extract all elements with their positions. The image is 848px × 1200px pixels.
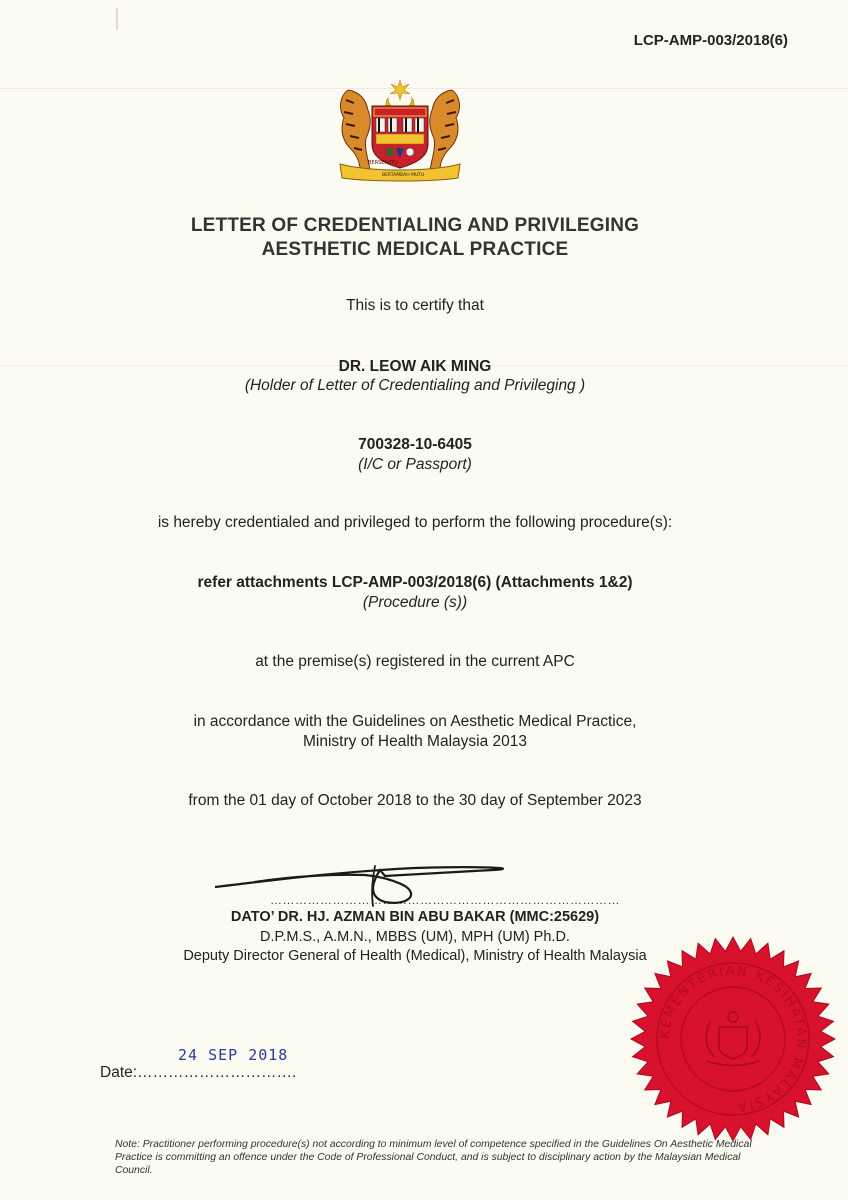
certify-intro: This is to certify that — [346, 297, 484, 314]
id-number: 700328-10-6405 — [358, 436, 472, 453]
svg-text:BERTAMBAH MUTU: BERTAMBAH MUTU — [382, 173, 425, 178]
procedure-caption: (Procedure (s)) — [362, 594, 468, 611]
holder-name: DR. LEOW AIK MING — [338, 358, 492, 375]
id-caption: (I/C or Passport) — [358, 456, 472, 473]
malaysia-coat-of-arms-icon — [330, 78, 470, 182]
date-label: Date:…………………………. — [100, 1064, 297, 1081]
signatory-name: DATO’ DR. HJ. AZMAN BIN ABU BAKAR (MMC:25629) — [230, 909, 600, 925]
guideline-line1: in accordance with the Guidelines on Aesthetic Medical Practice, — [193, 713, 637, 730]
official-red-seal-icon — [628, 934, 838, 1144]
holder-caption: (Holder of Letter of Credentialing and Privileging ) — [244, 377, 586, 394]
signature-line: ………………………………………………………………………… — [270, 893, 620, 907]
date-stamp: 24 SEP 2018 — [178, 1046, 289, 1064]
svg-text:KEMENTERIAN KESIHATAN MALAYSIA: KEMENTERIAN KESIHATAN MALAYSIA — [657, 963, 809, 1115]
premise-statement: at the premise(s) registered in the current APC — [255, 653, 575, 670]
svg-text:BERSEKUTU: BERSEKUTU — [368, 160, 398, 166]
signatory-qualifications: D.P.M.S., A.M.N., MBBS (UM), MPH (UM) Ph.D. — [260, 929, 570, 945]
signatory-position: Deputy Director General of Health (Medical), Ministry of Health Malaysia — [183, 948, 647, 964]
document-title-line1: LETTER OF CREDENTIALING AND PRIVILEGING — [190, 215, 640, 236]
guideline-line2: Ministry of Health Malaysia 2013 — [303, 733, 527, 750]
procedure-reference: refer attachments LCP-AMP-003/2018(6) (Attachments 1&2) — [197, 574, 633, 591]
paper-mark — [116, 8, 118, 30]
reference-number: LCP-AMP-003/2018(6) — [633, 32, 788, 49]
validity-period: from the 01 day of October 2018 to the 30 day of September 2023 — [188, 792, 642, 809]
credential-statement: is hereby credentialed and privileged to perform the following procedure(s): — [157, 514, 673, 531]
document-title-line2: AESTHETIC MEDICAL PRACTICE — [261, 239, 569, 260]
disciplinary-note: Note: Practitioner performing procedure(s) not according to minimum level of competence specified in the Guidelines On Aesthetic Medical Practice is committing an offence under the Code of Professional Conduct, and is subject to disciplinary action by the Malaysian Medical Council. — [115, 1139, 752, 1176]
